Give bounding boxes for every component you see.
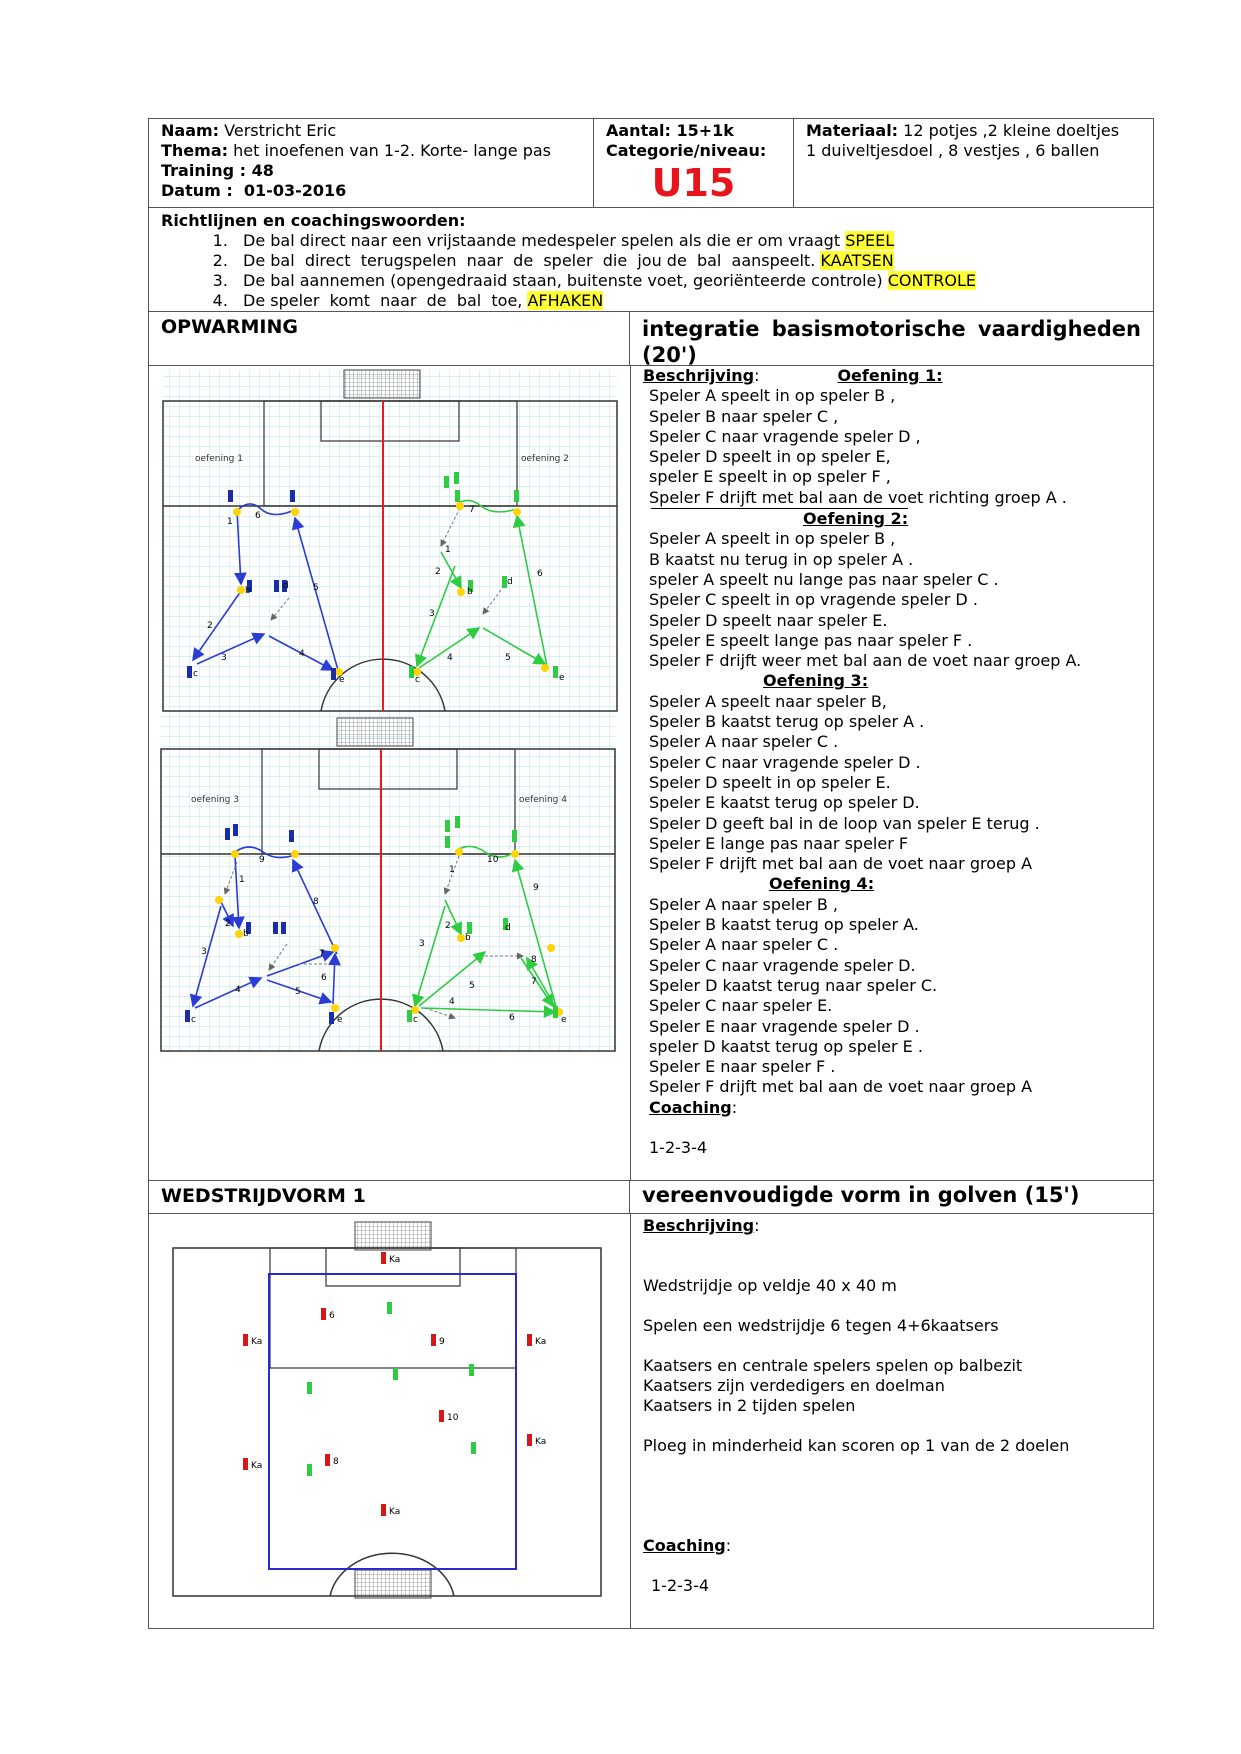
exercise-line: Speler E lange pas naar speler F [649,833,909,853]
guideline-keyword: KAATSEN [820,251,894,270]
svg-text:1: 1 [445,545,451,555]
exercise-line: Speler F drijft met bal aan de voet richting groep A . [649,487,1067,507]
coaching-value: 1-2-3-4 [651,1576,710,1595]
oefening-4-label: oefening 4 [519,795,567,805]
player-label: Ka [535,1337,547,1347]
svg-text:3: 3 [429,609,435,619]
svg-text:4: 4 [449,997,455,1007]
svg-text:5: 5 [469,981,475,991]
section-opwarming-header [149,312,1153,366]
svg-text:b: b [243,929,249,939]
exercise-line: Speler A speelt in op speler B , [649,529,896,549]
svg-text:6: 6 [537,569,543,579]
beschrijving-label: Beschrijving [643,1216,755,1235]
svg-text:6: 6 [321,973,327,983]
match-pitch-diagram [149,1214,630,1628]
svg-text:7: 7 [319,949,325,959]
exercise-line: speler D kaatst terug op speler E . [649,1036,923,1056]
guidelines-list [161,231,1141,311]
pitch-top [163,370,617,712]
svg-text:6: 6 [509,1013,515,1023]
svg-text:1: 1 [239,875,245,885]
warmup-diagram [149,366,631,1180]
player-label: Ka [251,1337,263,1347]
svg-text:b: b [245,586,251,596]
header-material [794,119,1153,207]
categorie-label: Categorie/niveau: [606,141,767,160]
section-title-left: WEDSTRIJDVORM 1 [149,1181,630,1213]
exercise-line: Speler A naar speler C . [649,935,839,955]
svg-text:2: 2 [445,921,451,931]
exercise-line: Speler E speelt lange pas naar speler F . [649,630,973,650]
svg-text:d: d [505,923,511,933]
svg-text:1: 1 [227,517,233,527]
exercise-line: Speler C naar vragende speler D. [649,955,916,975]
exercise-line: Speler C naar speler E. [649,996,833,1016]
beschrijving-label: Beschrijving [643,366,755,385]
svg-text:4: 4 [299,649,305,659]
svg-text:e: e [337,1015,343,1025]
svg-text:c: c [193,669,198,679]
player-label: 9 [439,1337,445,1347]
guideline-item [233,231,1141,251]
guideline-item [233,271,1141,291]
coaching-label: Coaching [649,1097,732,1117]
exercise-line: Speler F drijft weer met bal aan de voet naar groep A. [649,651,1082,671]
description-line: Wedstrijdje op veldje 40 x 40 m [643,1276,897,1295]
exercise-line: Speler C naar vragende speler D , [649,426,921,446]
exercise-title: Oefening 3: [763,671,869,691]
warmup-description: Beschrijving: Oefening 1: Speler A speelt in op speler B , Speler B naar speler C , Speler C naar vragende speler D , Speler D speelt in op speler E, speler E speelt in op speler F , Speler F drijft met bal aan de voet richting groep A . Oefening 2: Speler A speelt in op speler B , B kaatst nu terug in op speler A . speler A speelt nu lange pas naar speler C . Speler C speelt in op vragende speler D . Speler D speelt naar speler E. Speler E speelt lange pas naar speler F . Speler F drijft weer met bal aan de voet naar groep A. Oefening 3: Speler A speelt naar speler B, Speler B kaatst terug op speler A . Speler A naar speler C . Speler C naar vragende speler D . Speler D speelt in op speler E. Speler E kaatst terug op speler D. Speler D geeft bal in de loop van speler E terug . Speler E lange pas naar speler F Speler F drijft met bal aan de voet naar groep A Oefening 4: Speler A naar speler B , Speler B kaatst terug op speler A. Speler A naar speler C . Speler C naar vragende speler D. Speler D kaatst terug naar speler C. Speler C naar speler E. Speler E naar vragende speler D . speler D kaatst terug op speler E . Speler E naar speler F . Speler F drijft met bal aan de voet naar groep A Coaching: 1-2-3-4 [631,366,1153,1180]
section-title-left: OPWARMING [149,312,630,365]
exercise-line: Speler D speelt in op speler E, [649,447,891,467]
categorie-value: U15 [651,161,736,205]
guideline-keyword: SPEEL [845,231,895,250]
svg-text:8: 8 [531,955,537,965]
exercise-line: Speler F drijft met bal aan de voet naar groep A [649,854,1033,874]
exercise-line: Speler A naar speler B , [649,894,838,914]
svg-text:5: 5 [295,987,301,997]
aantal-value: 15+1k [676,121,734,140]
exercise-line: Speler D speelt in op speler E. [649,772,891,792]
svg-text:3: 3 [419,939,425,949]
svg-text:e: e [561,1015,567,1025]
svg-text:8: 8 [313,897,319,907]
svg-text:4: 4 [235,985,241,995]
player-label: 8 [333,1457,339,1467]
header-category [594,119,794,207]
exercise-title: Oefening 1: [837,366,943,385]
exercise-title: Oefening 4: [769,874,875,894]
description-line: Kaatsers en centrale spelers spelen op balbezit [643,1356,1023,1375]
section-title-right: vereenvoudigde vorm in golven (15') [642,1183,1080,1207]
match-description: Beschrijving: Wedstrijdje op veldje 40 x 40 m Spelen een wedstrijdje 6 tegen 4+6kaatsers Kaatsers en centrale spelers spelen op balbezit Kaatsers zijn verdedigers en doelman Kaatsers in 2 tijden spelen Ploeg in minderheid kan scoren op 1 van de 2 doelen Coaching: 1-2-3-4 [631,1214,1153,1628]
svg-text:d: d [283,581,289,591]
player-label: Ka [389,1507,401,1517]
training-sheet [148,118,1154,1629]
pitch-bottom [161,712,615,1052]
thema-label: Thema: [161,141,229,160]
exercise-line: Speler A naar speler C . [649,732,839,752]
svg-text:c: c [415,675,420,685]
svg-text:1: 1 [449,865,455,875]
exercise-line: Speler B kaatst terug op speler A. [649,915,919,935]
svg-text:10: 10 [487,855,499,865]
svg-text:3: 3 [201,947,207,957]
exercise-line: Speler B naar speler C , [649,406,839,426]
description-line: Kaatsers in 2 tijden spelen [643,1396,856,1415]
exercise-line: Speler A speelt in op speler B , [649,386,896,406]
section-wedstrijdvorm-body [149,1214,1153,1628]
guidelines [149,208,1153,312]
training-label: Training : [161,161,247,180]
exercise-line: Speler D geeft bal in de loop van speler E terug . [649,813,1040,833]
player-label: Ka [389,1255,401,1265]
guideline-text: De speler komt naar de bal toe, [243,291,523,310]
svg-text:3: 3 [221,653,227,663]
section-title-right: integratie basismotorische vaardigheden (20') [642,317,1141,367]
svg-text:7: 7 [531,977,537,987]
coaching-value: 1-2-3-4 [649,1137,708,1157]
exercise-line: Speler F drijft met bal aan de voet naar groep A [649,1077,1033,1097]
oefening-2-label: oefening 2 [521,454,569,464]
datum-value: 01-03-2016 [243,181,347,200]
exercise-line: Speler D speelt naar speler E. [649,610,888,630]
exercise-line: B kaatst nu terug in op speler A . [649,549,914,569]
guideline-item [233,291,1141,311]
header-row [149,119,1153,208]
player-label: Ka [251,1461,263,1471]
aantal-label: Aantal: [606,121,671,140]
oefening-3-label: oefening 3 [191,795,239,805]
guideline-keyword: AFHAKEN [527,291,604,310]
guideline-item [233,251,1141,271]
svg-text:e: e [339,675,345,685]
player-label: Ka [535,1437,547,1447]
description-line: Spelen een wedstrijdje 6 tegen 4+6kaatsers [643,1316,999,1335]
svg-text:e: e [559,673,565,683]
thema-value: het inoefenen van 1-2. Korte- lange pas [233,141,551,160]
guidelines-title: Richtlijnen en coachingswoorden: [161,211,466,230]
svg-text:2: 2 [435,567,441,577]
naam-value: Verstricht Eric [224,121,337,140]
exercise-line: Speler C naar vragende speler D . [649,752,921,772]
exercise-line: Speler E naar speler F . [649,1057,836,1077]
exercise-line: speler A speelt nu lange pas naar speler C . [649,569,999,589]
svg-text:9: 9 [259,855,265,865]
materiaal-label: Materiaal: [806,121,899,140]
guideline-text: De bal direct terugspelen naar de speler die jou de bal aanspeelt. [243,251,816,270]
description-line: Ploeg in minderheid kan scoren op 1 van de 2 doelen [643,1436,1070,1455]
oefening-1-label: oefening 1 [195,454,243,464]
svg-text:2: 2 [207,621,213,631]
coaching-label: Coaching [643,1536,726,1555]
player-label: 10 [447,1413,459,1423]
materiaal-value-2: 1 duiveltjesdoel , 8 vestjes , 6 ballen [806,141,1100,160]
player-label: 6 [329,1311,335,1321]
guideline-text: De bal direct naar een vrijstaande medespeler spelen als die er om vraagt [243,231,841,250]
exercise-line: Speler C speelt in op vragende speler D . [649,590,978,610]
warmup-pitch-diagram [149,366,630,1180]
svg-text:d: d [507,577,513,587]
svg-text:4: 4 [447,653,453,663]
exercise-line: Speler B kaatst terug op speler A . [649,712,925,732]
match-diagram [149,1214,631,1628]
training-value: 48 [251,161,274,180]
svg-text:9: 9 [533,883,539,893]
svg-text:5: 5 [313,583,319,593]
svg-text:c: c [413,1015,418,1025]
description-line: Kaatsers zijn verdedigers en doelman [643,1376,945,1395]
exercise-line: Speler A speelt naar speler B, [649,691,887,711]
section-wedstrijdvorm-header [149,1181,1153,1214]
guideline-keyword: CONTROLE [887,271,976,290]
svg-text:b: b [467,587,473,597]
datum-label: Datum : [161,181,233,200]
header-info [149,119,594,207]
svg-text:6: 6 [255,511,261,521]
materiaal-value-1: 12 potjes ,2 kleine doeltjes [903,121,1120,140]
naam-label: Naam: [161,121,220,140]
svg-text:5: 5 [505,653,511,663]
svg-text:c: c [191,1015,196,1025]
exercise-line: Speler D kaatst terug naar speler C. [649,975,938,995]
svg-text:b: b [465,933,471,943]
beschrijving-row: Beschrijving: Oefening 1: [643,366,943,385]
exercise-title: Oefening 2: [651,508,908,529]
svg-text:2: 2 [225,919,231,929]
svg-text:7: 7 [469,505,475,515]
section-opwarming-body [149,366,1153,1181]
guideline-text: De bal aannemen (opengedraaid staan, buitenste voet, georiënteerde controle) [243,271,883,290]
exercise-line: Speler E naar vragende speler D . [649,1016,920,1036]
exercise-line: Speler E kaatst terug op speler D. [649,793,920,813]
exercise-line: speler E speelt in op speler F , [649,467,891,487]
